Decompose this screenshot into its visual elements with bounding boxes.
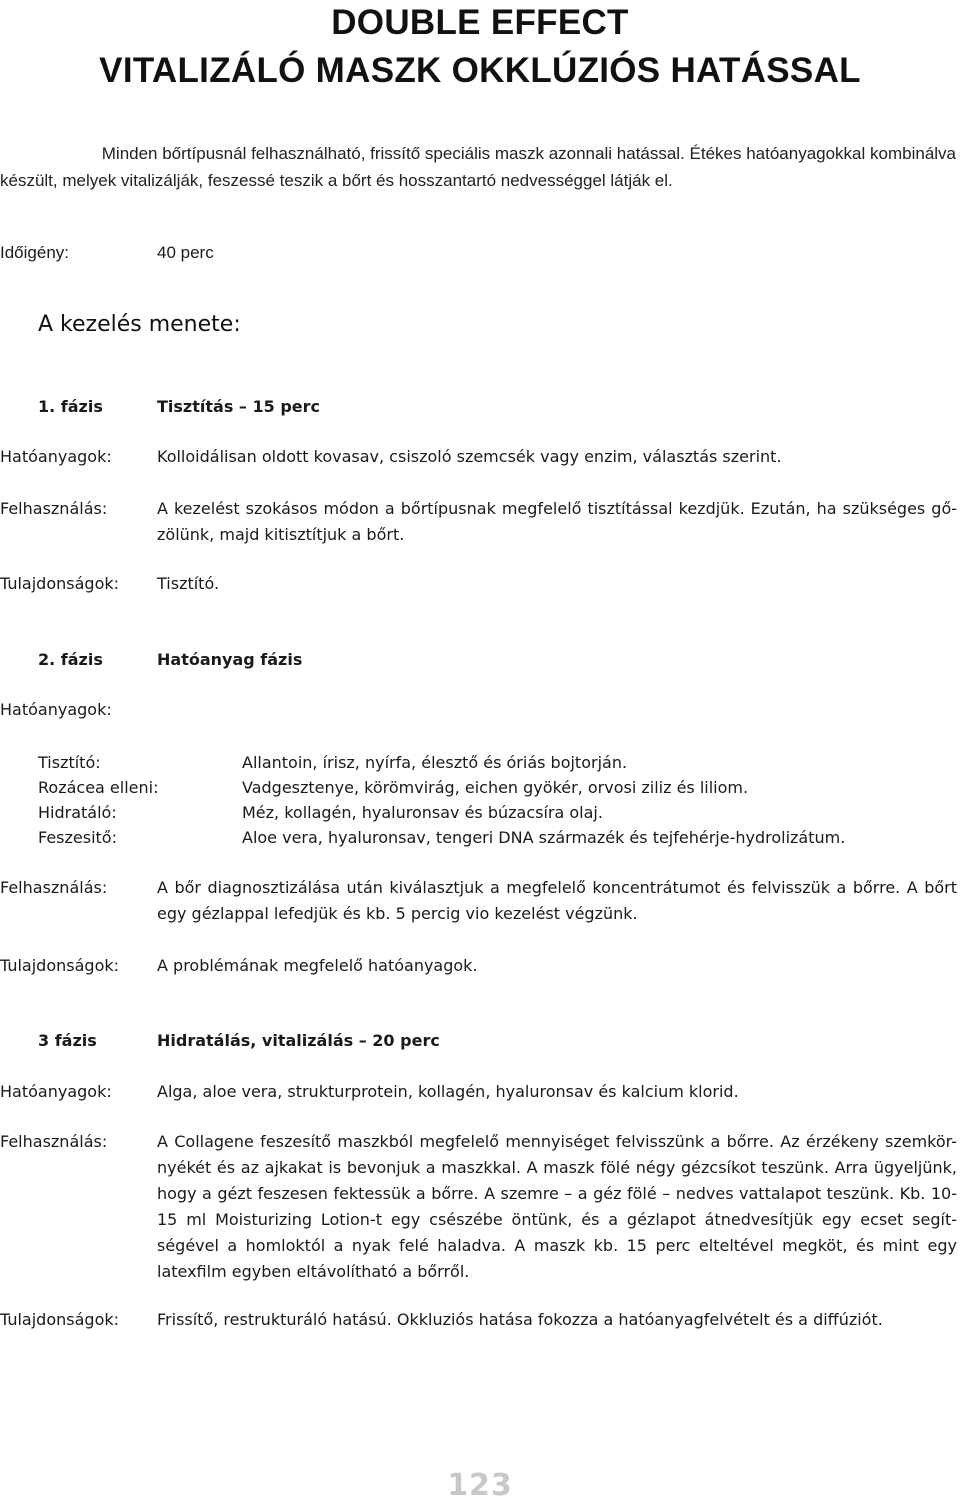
phase2-props: A problémának megfelelő hatóanyagok. [157,956,478,975]
phase1-label: 1. fázis [38,397,103,416]
phase3-label: 3 fázis [38,1031,97,1050]
ingredient-name: Rozácea elleni: [38,778,159,797]
phase3-ingredients-label: Hatóanyagok: [0,1082,112,1101]
section-heading: A kezelés menete: [38,312,241,337]
phase3-usage: A Collagene feszesítő maszkból megfelelő mennyiséget felvisszünk a bőrre. Az érzékeny szemkör-nyékét és az ajkakat is bevonjuk a maszkkal. A maszk fölé négy gézcsíkot teszünk. Arra ügyeljünk, hogy a gézt feszesen fektessük a bőrre. A szemre – a géz fölé – nedves vattalapot teszünk. Kb. 10-15 ml Moisturizing Lotion-t egy csészébe öntünk, és a gézlapot átnedvesítjük egy ecset segít-ségével a homloktól a nyak felé haladva. A maszk kb. 15 perc elteltével megköt, és mint egy latexfilm egyben eltávolítható a bőrről. [157,1132,957,1281]
intro-text [0,140,956,194]
ingredient-value: Aloe vera, hyaluronsav, tengeri DNA származék és tejfehérje-hydrolizátum. [242,828,846,847]
phase1-ingredients: Kolloidálisan oldott kovasav, csiszoló szemcsék vagy enzim, választás szerint. [157,447,782,466]
phase1-title: Tisztítás – 15 perc [157,397,320,416]
phase1-ingredients-label: Hatóanyagok: [0,447,112,466]
ingredient-value: Vadgesztenye, körömvirág, eichen gyökér, orvosi ziliz és liliom. [242,778,749,797]
time-label: Időigény: [0,243,69,262]
phase3-usage-label: Felhasználás: [0,1132,108,1151]
title-line-1: DOUBLE EFFECT [331,3,629,42]
ingredient-value: Allantoin, írisz, nyírfa, élesztő és óriás bojtorján. [242,753,628,772]
phase3-props: Frissítő, restrukturáló hatású. Okkluziós hatása fokozza a hatóanyagfelvételt és a diffúziót. [157,1310,883,1329]
phase2-usage-label: Felhasználás: [0,878,108,897]
phase2-ingredients-label: Hatóanyagok: [0,700,112,719]
ingredient-name: Hidratáló: [38,803,117,822]
phase1-props: Tisztító. [157,574,220,593]
intro-line-1: Minden bőrtípusnál felhasználható, frissítő speciális maszk azonnali hatással. Étékes hatóanyagokkal kombinálva [101,144,956,163]
phase2-title: Hatóanyag fázis [157,650,303,669]
phase1-usage-label: Felhasználás: [0,499,108,518]
phase1-usage: A kezelést szokásos módon a bőrtípusnak megfelelő tisztítással kezdjük. Ezután, ha szükséges gő-zölünk, majd kitisztítjuk a bőrt. [157,499,957,544]
title-line-2: VITALIZÁLÓ MASZK OKKLÚZIÓS HATÁSSAL [99,51,861,90]
phase1-props-label: Tulajdonságok: [0,574,120,593]
phase2-props-label: Tulajdonságok: [0,956,120,975]
phase2-usage: A bőr diagnosztizálása után kiválasztjuk a megfelelő koncentrátumot és felvisszük a bőrre. A bőrt egy gézlappal lefedjük és kb. 5 percig vio kezelést végzünk. [157,878,957,923]
ingredient-name: Feszesitő: [38,828,117,847]
phase2-label: 2. fázis [38,650,103,669]
phase3-ingredients: Alga, aloe vera, strukturprotein, kollagén, hyaluronsav és kalcium klorid. [157,1082,739,1101]
ingredient-name: Tisztító: [38,753,101,772]
phase3-props-label: Tulajdonságok: [0,1310,120,1329]
intro-line-2: készült, melyek vitalizálják, feszessé teszik a bőrt és hosszantartó nedvességgel látják el. [0,171,673,190]
ingredient-value: Méz, kollagén, hyaluronsav és búzacsíra olaj. [242,803,603,822]
page-number: 123 [447,1468,513,1503]
phase3-title: Hidratálás, vitalizálás – 20 perc [157,1031,440,1050]
time-value: 40 perc [157,243,214,262]
